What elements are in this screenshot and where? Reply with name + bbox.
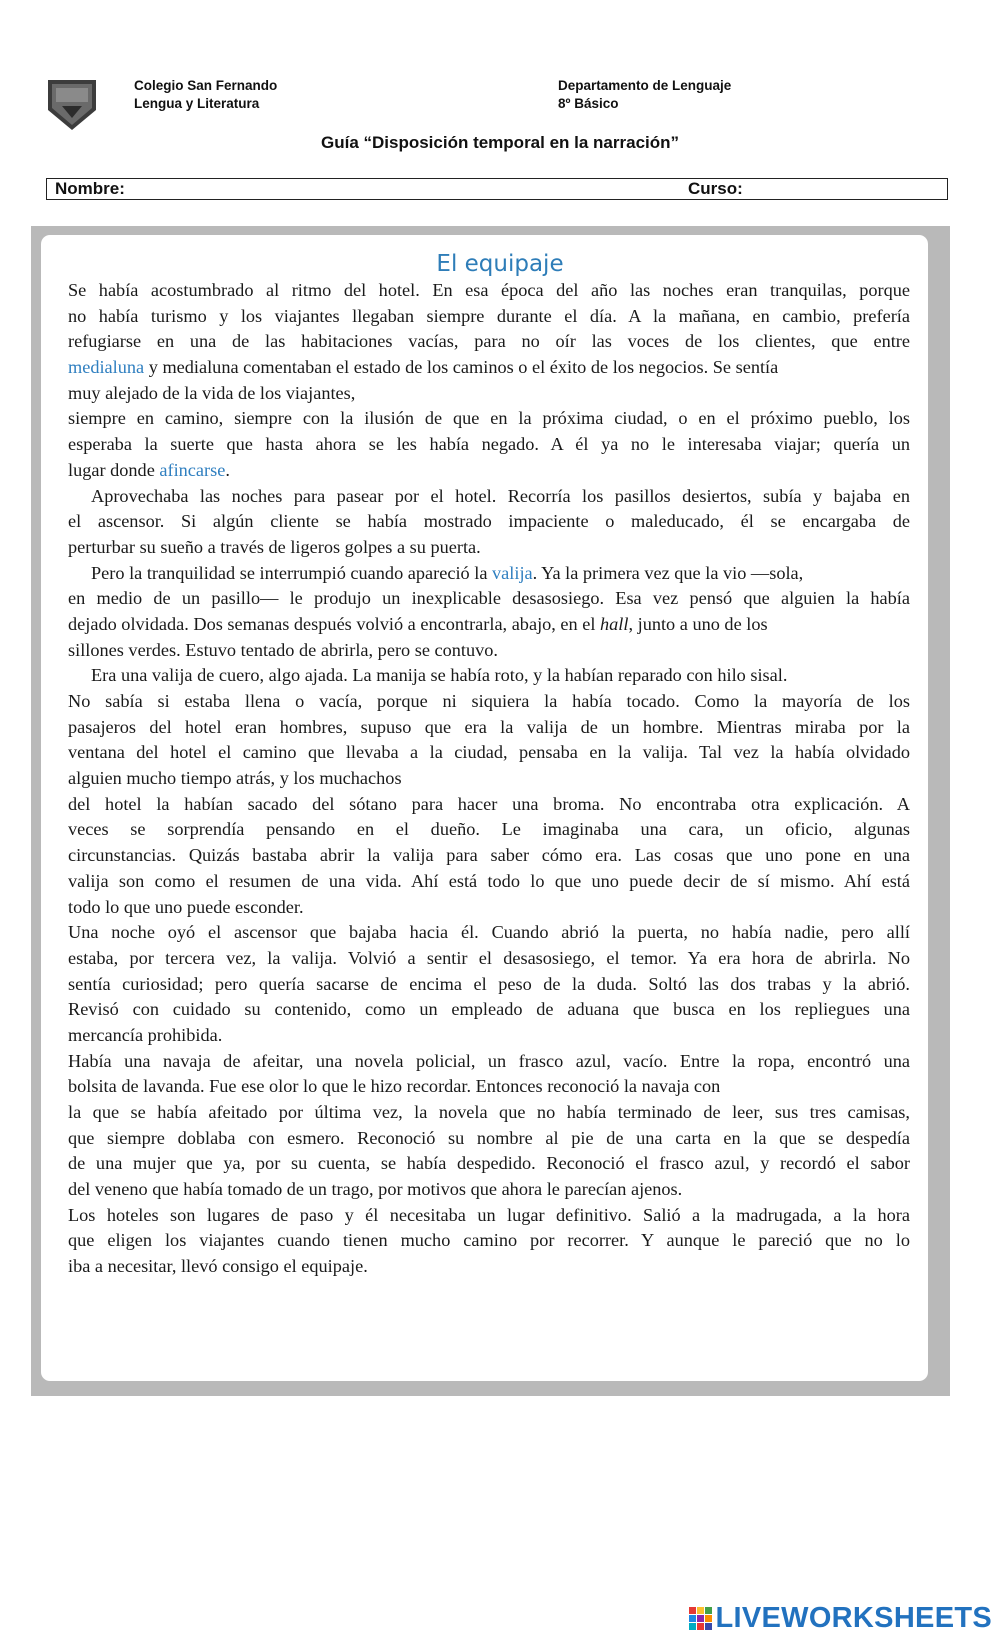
story-line: bolsita de lavanda. Fue ese olor lo que le hizo recordar. Entonces reconoció la navaja con — [68, 1076, 721, 1097]
story-line: Los hoteles son lugares de paso y él necesitaba un lugar definitivo. Salió a la madrugada, a la hora — [68, 1204, 910, 1225]
story-line: Una noche oyó el ascensor que bajaba hacia él. Cuando abrió la puerta, no había nadie, pero allí — [68, 922, 910, 943]
student-info-box — [46, 178, 948, 200]
story-line: sillones verdes. Estuvo tentado de abrirla, pero se contuvo. — [68, 639, 499, 660]
story-line: estaba, por tercera vez, la valija. Volvió a sentir el desasosiego, el temor. Ya era hora de abrirla. No — [68, 947, 910, 968]
story-line: No sabía si estaba llena o vacía, porque ni siquiera la había tocado. Como la mayoría de los — [68, 691, 910, 711]
story-line: pasajeros del hotel eran hombres, supuso que era la valija de un hombre. Mientras miraba por la — [68, 716, 910, 737]
vocab-word-medialuna[interactable]: medialuna — [68, 357, 145, 378]
story-line: Se había acostumbrado al ritmo del hotel. En esa época del año las noches eran tranquilas, porque — [68, 280, 910, 300]
story-line: mercancía prohibida. — [68, 1024, 223, 1045]
story-line: Pero la tranquilidad se interrumpió cuando apareció la valija. Ya la primera vez que la vio —sola, — [91, 562, 804, 583]
story-line: dejado olvidada. Dos semanas después volvió a encontrarla, abajo, en el hall, junto a uno de los — [68, 613, 768, 634]
story-line: de una mujer que ya, por su cuenta, se había despedido. Reconoció el frasco azul, y recordó el sabor — [68, 1153, 910, 1174]
school-crest-logo — [46, 78, 98, 132]
liveworksheets-footer[interactable] — [689, 1601, 993, 1635]
liveworksheets-logo-icon — [689, 1607, 712, 1630]
story-line: alguien mucho tiempo atrás, y los muchachos — [68, 768, 402, 789]
story-line: el ascensor. Si algún cliente se había mostrado impaciente o maleducado, él se encargaba de — [68, 511, 910, 532]
story-line: no había turismo y los viajantes llegaban siempre durante el día. A la mañana, en cambio, prefería — [68, 305, 910, 326]
story-line: muy alejado de la vida de los viajantes, — [68, 382, 356, 403]
story-line: sentía curiosidad; pero quería sacarse de encima el peso de la duda. Soltó las dos trabas y la abrió. — [68, 973, 910, 994]
grade-level: 8º Básico — [558, 96, 619, 111]
name-label: Nombre: — [55, 179, 125, 198]
liveworksheets-brand: LIVEWORKSHEETS — [715, 1601, 992, 1634]
story-line: ventana del hotel el camino que llevaba a la ciudad, pensaba en la valija. Tal vez la había olvidado — [68, 742, 910, 763]
story-line: veces se sorprendía pensando en el dueño. Le imaginaba una cara, un oficio, algunas — [68, 819, 910, 840]
story-line: iba a necesitar, llevó consigo el equipaje. — [68, 1256, 368, 1277]
guide-title: Guía “Disposición temporal en la narración” — [320, 133, 680, 152]
school-header — [134, 77, 277, 113]
subject-name: Lengua y Literatura — [134, 96, 260, 111]
story-line: lugar donde afincarse. — [68, 459, 230, 480]
vocab-word-afincarse[interactable]: afincarse — [159, 459, 226, 480]
story-line: siempre en camino, siempre con la ilusión de que en la próxima ciudad, o en el próximo pueblo, los — [68, 408, 910, 429]
story-line: del veneno que había tomado de un trago, por motivos que ahora le parecían ajenos. — [68, 1179, 683, 1200]
story-line: Revisó con cuidado su contenido, como un empleado de aduana que busca en los repliegues una — [68, 999, 910, 1020]
story-line: perturbar su sueño a través de ligeros golpes a su puerta. — [68, 536, 481, 557]
vocab-word-valija[interactable]: valija — [492, 562, 533, 583]
italic-word-hall: hall — [600, 613, 629, 634]
story-line: que eligen los viajantes cuando tienen mucho camino por recorrer. Y aunque le pareció que no lo — [68, 1230, 910, 1251]
story-line: valija son como el resumen de una vida. Ahí está todo lo que uno puede decir de sí mismo. Ahí está — [68, 870, 910, 891]
story-line: refugiarse en una de las habitaciones vacías, para no oír las voces de los clientes, que entre — [68, 331, 910, 352]
department-header — [558, 77, 731, 113]
story-line: en medio de un pasillo— le produjo un inexplicable desasosiego. Esa vez pensó que alguien la había — [68, 588, 910, 609]
story-line: la que se había afeitado por última vez, la novela que no había terminado de leer, sus tres camisas, — [68, 1102, 910, 1122]
course-label: Curso: — [688, 179, 743, 198]
story-line: circunstancias. Quizás bastaba abrir la valija para saber cómo era. Las cosas que uno pone en una — [68, 845, 910, 866]
school-name: Colegio San Fernando — [134, 78, 278, 93]
story-line: Aprovechaba las noches para pasear por el hotel. Recorría los pasillos desiertos, subía y bajaba en — [91, 485, 910, 506]
story-title: El equipaje — [436, 251, 564, 277]
story-line: esperaba la suerte que hasta ahora se les había negado. A él ya no le interesaba viajar; quería un — [68, 434, 910, 455]
story-line: del hotel la habían sacado del sótano para hacer una broma. No encontraba otra explicación. A — [68, 793, 910, 814]
department-name: Departamento de Lenguaje — [558, 78, 732, 93]
story-line: que siempre doblaba con esmero. Reconoció su nombre al pie de una carta en la que se despedía — [68, 1127, 910, 1148]
story-text — [68, 278, 910, 1280]
story-line: todo lo que uno puede esconder. — [68, 896, 304, 917]
story-line: Había una navaja de afeitar, una novela policial, un frasco azul, vacío. Entre la ropa, encontró una — [68, 1050, 910, 1071]
story-line: Era una valija de cuero, algo ajada. La manija se había roto, y la habían reparado con hilo sisal. — [91, 665, 788, 686]
story-line: medialuna y medialuna comentaban el estado de los caminos o el éxito de los negocios. Se sentía — [68, 357, 779, 378]
